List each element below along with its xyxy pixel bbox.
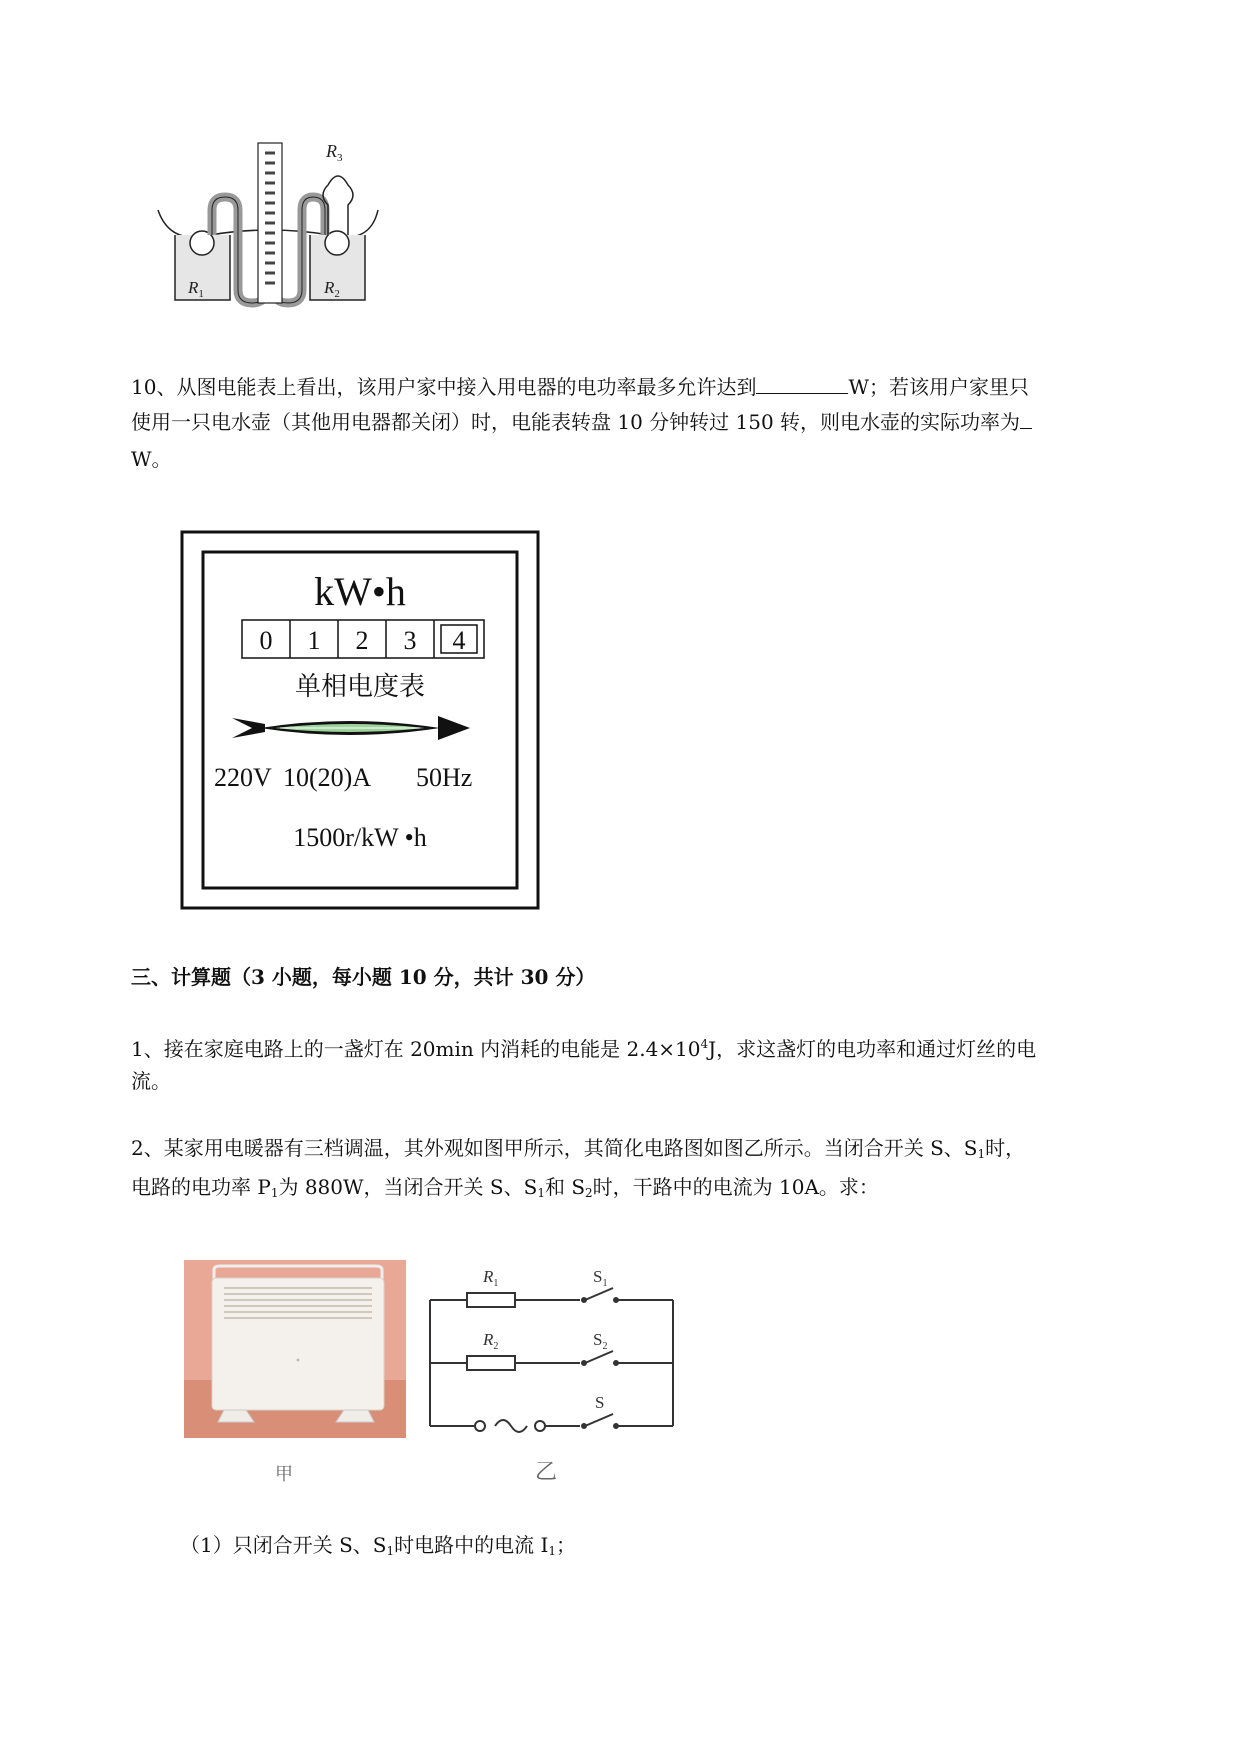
label-r2: $R_2$ — [324, 278, 340, 300]
label-r1: $R_1$ — [483, 1267, 499, 1289]
electric-meter-figure — [180, 530, 540, 912]
ac-source-icon — [495, 1420, 527, 1432]
q10-line1-b: W；若该用户家里只 — [848, 375, 1030, 399]
q1-exponent: 4 — [700, 1037, 709, 1051]
q2-line2 — [131, 1170, 879, 1210]
supply-terminal-left — [475, 1421, 485, 1431]
section3-heading-text: 三、计算题（3 小题，每小题 10 分，共计 30 分） — [131, 965, 596, 989]
q2-subquestion-1 — [180, 1528, 576, 1568]
meter-digit-box — [242, 620, 484, 658]
q2-line1 — [131, 1131, 1025, 1171]
label-s: S — [595, 1393, 605, 1412]
q2-sub1-c: ； — [556, 1533, 577, 1557]
q2-line1-b: 时， — [985, 1136, 1026, 1160]
label-jia: 甲 — [275, 1464, 293, 1485]
label-s1: $S_1$ — [593, 1267, 608, 1289]
q10-answer-blank-2[interactable] — [1020, 406, 1032, 429]
q2-line2-sub1: 1 — [270, 1186, 279, 1200]
heater-body — [212, 1278, 384, 1410]
meter-digit: 0 — [259, 626, 273, 655]
meter-digit: 4 — [452, 626, 466, 655]
q2-line1-sub: 1 — [977, 1147, 986, 1161]
q1-line2-text: 流。 — [131, 1069, 171, 1093]
meter-digit: 1 — [307, 626, 321, 655]
q2-sub1-sub: 1 — [386, 1544, 395, 1558]
q1-line1 — [131, 1027, 1036, 1066]
heater-photo-figure — [184, 1260, 406, 1438]
q2-line2-c: 和 S — [544, 1175, 586, 1199]
label-r1: $R_1$ — [188, 278, 204, 300]
switch-s1 — [585, 1288, 613, 1300]
q2-line2-sub3: 2 — [585, 1186, 593, 1200]
q10-line2 — [131, 405, 1032, 439]
label-yi: 乙 — [535, 1460, 558, 1485]
switch-s2 — [585, 1351, 613, 1363]
meter-digit: 2 — [355, 626, 369, 655]
q2-line2-a: 电路的电功率 P — [131, 1175, 271, 1199]
resistor-r1 — [467, 1293, 515, 1307]
q2-sub1-sub2: 1 — [548, 1544, 557, 1558]
q1-line1-b: J，求这盏灯的电功率和通过灯丝的电 — [708, 1037, 1037, 1061]
switch-s — [585, 1414, 613, 1426]
meter-name: 单相电度表 — [294, 672, 426, 702]
q2-sub1-b: 时电路中的电流 I — [394, 1533, 549, 1557]
meter-voltage: 220V — [214, 763, 272, 792]
q10-line3-text: W。 — [131, 447, 172, 471]
q10-line3 — [131, 442, 172, 476]
q1-line1-a: 1、接在家庭电路上的一盏灯在 20min 内消耗的电能是 2.4×10 — [131, 1037, 701, 1061]
meter-constant: 1500r/kW •h — [293, 823, 427, 852]
resistor-r3-loop — [323, 176, 353, 235]
heater-indicator — [297, 1359, 300, 1362]
q10-line2-text: 使用一只电水壶（其他用电器都关闭）时，电能表转盘 10 分钟转过 150 转，则电水壶的实际功率为 — [131, 410, 1021, 434]
q10-answer-blank-1[interactable] — [756, 371, 848, 394]
q2-line2-d: 时，干路中的电流为 10A。求： — [592, 1175, 879, 1199]
meter-digit: 3 — [403, 626, 417, 655]
q1-line2 — [131, 1064, 171, 1098]
meter-current: 10(20)A — [283, 763, 372, 792]
section3-heading — [131, 960, 595, 994]
q2-line2-sub2: 1 — [537, 1186, 545, 1200]
meter-frequency: 50Hz — [416, 763, 473, 792]
q10-line1-a: 10、从图电能表上看出，该用户家中接入用电器的电功率最多允许达到 — [131, 375, 757, 399]
label-r3: $R_3$ — [326, 141, 343, 164]
q2-line2-b: 为 880W，当闭合开关 S、S — [278, 1175, 538, 1199]
label-s2: $S_2$ — [593, 1330, 608, 1352]
q10-line1 — [131, 370, 1029, 404]
circuit-figure-utube — [150, 135, 390, 310]
label-r2: $R_2$ — [483, 1330, 499, 1352]
meter-unit: kW•h — [314, 569, 406, 614]
q2-line1-a: 2、某家用电暖器有三档调温，其外观如图甲所示，其简化电路图如图乙所示。当闭合开关 S、S — [131, 1136, 978, 1160]
q2-sub1-a: （1）只闭合开关 S、S — [180, 1533, 387, 1557]
resistor-r2 — [467, 1356, 515, 1370]
heater-circuit-figure — [425, 1258, 685, 1438]
supply-terminal-right — [535, 1421, 545, 1431]
